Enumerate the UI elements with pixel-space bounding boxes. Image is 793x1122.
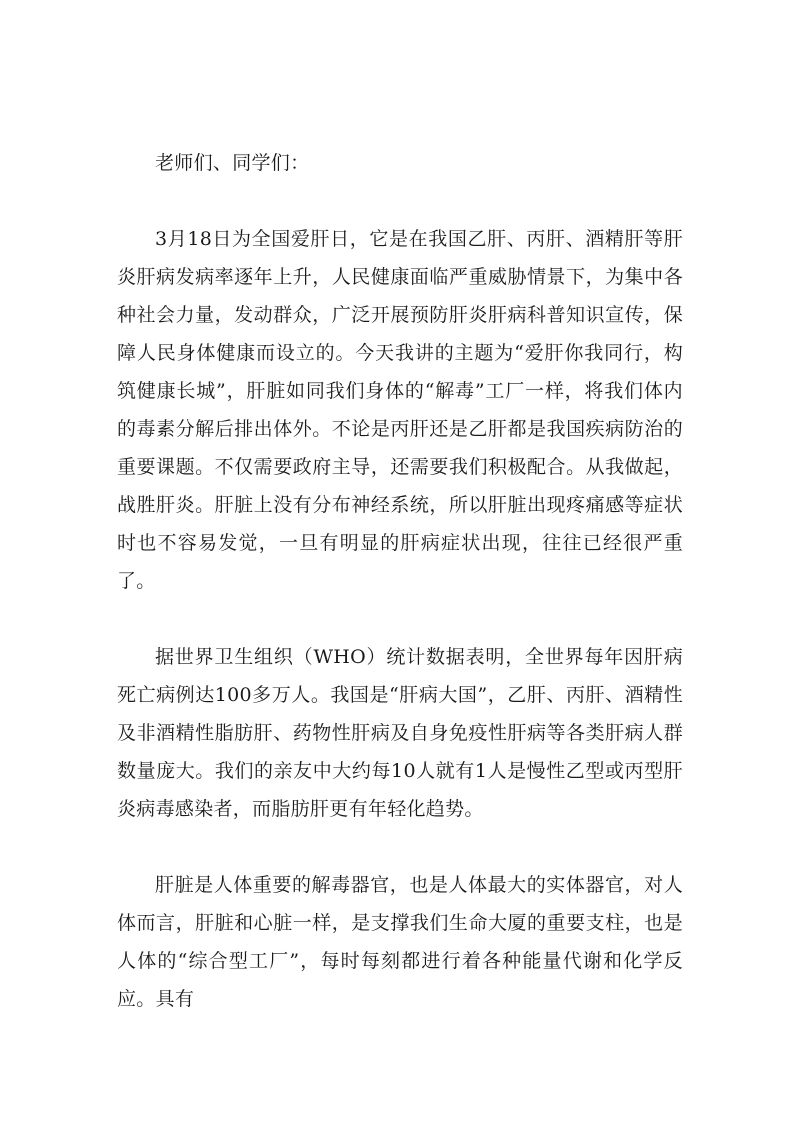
paragraph-who-statistics: 据世界卫生组织（WHO）统计数据表明，全世界每年因肝病死亡病例达100多万人。我国是“肝病大国”，乙肝、丙肝、酒精性及非酒精性脂肪肝、药物性肝病及自身免疫性肝病等各类肝病人群数量庞大。我们的亲友中大约每10人就有1人是慢性乙型或丙型肝炎病毒感染者，而脂肪肝更有年轻化趋势。 [117, 646, 683, 820]
greeting: 老师们、同学们： [155, 152, 310, 174]
document-page [117, 144, 683, 1018]
paragraph-liver-day: 3月18日为全国爱肝日，它是在我国乙肝、丙肝、酒精肝等肝炎肝病发病率逐年上升，人民健康面临严重威胁情景下，为集中各种社会力量，发动群众，广泛开展预防肝炎肝病科普知识宣传，保障人民身体健康而设立的。今天我讲的主题为“爱肝你我同行，构筑健康长城”，肝脏如同我们身体的“解毒”工厂一样，将我们体内的毒素分解后排出体外。不论是丙肝还是乙肝都是我国疾病防治的重要课题。不仅需要政府主导，还需要我们积极配合。从我做起，战胜肝炎。肝脏上没有分布神经系统，所以肝脏出现疼痛感等症状时也不容易发觉，一旦有明显的肝病症状出现，往往已经很严重了。 [117, 228, 683, 592]
paragraph-liver-function: 肝脏是人体重要的解毒器官，也是人体最大的实体器官，对人体而言，肝脏和心脏一样，是支撑我们生命大厦的重要支柱，也是人体的“综合型工厂”，每时每刻都进行着各种能量代谢和化学反应。具有 [117, 874, 683, 1010]
